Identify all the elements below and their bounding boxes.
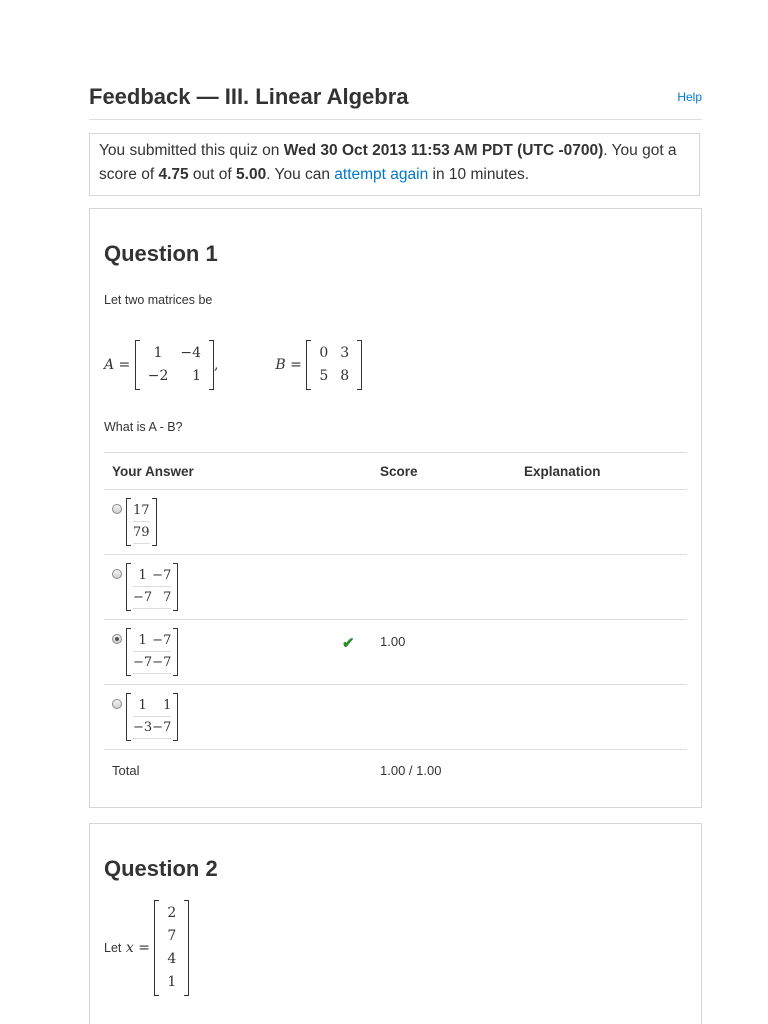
matrix-cell: 7 <box>167 928 177 944</box>
matrix-cell: −3 <box>133 717 152 739</box>
vector-x <box>154 900 189 996</box>
question-2-panel <box>89 823 702 1024</box>
matrix-a-label: A = <box>104 357 131 373</box>
matrix-cell: 3 <box>340 345 350 361</box>
answer-matrix <box>126 563 178 611</box>
question-title: Question 2 <box>104 856 218 881</box>
attempt-again-link[interactable]: attempt again <box>334 166 429 183</box>
matrix-cell: 4 <box>167 951 177 967</box>
answer-radio[interactable] <box>112 569 122 579</box>
answer-row <box>104 685 687 750</box>
submission-date: Wed 30 Oct 2013 11:53 AM PDT (UTC -0700) <box>283 142 604 159</box>
question-1-panel <box>89 208 702 808</box>
vector-definition <box>104 900 189 996</box>
matrix-cell: 7 <box>141 500 149 522</box>
answer-explanation <box>524 685 687 750</box>
matrix-cell: −4 <box>180 345 202 361</box>
matrix-grid <box>133 565 171 609</box>
matrix-grid <box>142 342 207 388</box>
matrix-cell: −7 <box>152 652 171 674</box>
matrix-cell: −7 <box>152 565 171 587</box>
total-row <box>104 750 687 791</box>
matrix-b <box>306 340 362 390</box>
question-title: Question 1 <box>104 241 218 266</box>
matrix-cell: 1 <box>133 695 152 717</box>
answer-row <box>104 490 687 555</box>
matrix-grid <box>133 630 171 674</box>
matrix-cell: 1 <box>152 695 171 717</box>
matrix-cell: −7 <box>152 717 171 739</box>
answer-explanation <box>524 490 687 555</box>
matrix-grid <box>133 695 171 739</box>
matrix-definitions <box>104 340 362 390</box>
matrix-grid <box>313 342 355 388</box>
matrix-b-label: B = <box>275 357 302 373</box>
page-header <box>89 83 702 120</box>
answer-radio[interactable] <box>112 634 122 644</box>
total-score: 1.00 / 1.00 <box>380 762 442 778</box>
answer-radio[interactable] <box>112 699 122 709</box>
question-intro: Let <box>104 941 122 956</box>
check-icon: ✔ <box>342 635 355 652</box>
matrix-cell: −7 <box>133 587 152 609</box>
answer-row <box>104 555 687 620</box>
matrix-cell: 1 <box>192 368 202 384</box>
answer-score <box>380 685 524 750</box>
summary-text: out of <box>188 166 237 183</box>
matrix-cell: 7 <box>152 587 171 609</box>
matrix-cell: −7 <box>152 630 171 652</box>
matrix-cell: 0 <box>319 345 329 361</box>
answer-explanation <box>524 555 687 620</box>
submission-summary <box>89 133 700 196</box>
matrix-cell: 5 <box>319 368 329 384</box>
answer-matrix <box>126 628 178 676</box>
matrix-cell: −7 <box>133 652 152 674</box>
question-intro: Let two matrices be <box>104 293 213 307</box>
matrix-cell: 1 <box>133 500 141 522</box>
matrix-cell: 7 <box>133 522 141 544</box>
column-header-answer: Your Answer <box>104 453 380 490</box>
max-score-value: 5.00 <box>236 166 267 183</box>
answer-radio[interactable] <box>112 504 122 514</box>
total-explanation <box>524 750 687 791</box>
matrix-cell: 9 <box>141 522 149 544</box>
answer-matrix <box>126 498 157 546</box>
score-value: 4.75 <box>158 166 189 183</box>
matrix-grid <box>133 500 150 544</box>
matrix-cell: 2 <box>167 905 177 921</box>
answer-matrix <box>126 693 178 741</box>
answer-score: 1.00 <box>380 620 524 685</box>
answer-table <box>104 452 687 790</box>
question-prompt: What is A - B? <box>104 420 183 434</box>
page-title: Feedback — III. Linear Algebra <box>89 84 409 109</box>
column-header-score: Score <box>380 453 524 490</box>
matrix-cell: 1 <box>167 974 177 990</box>
matrix-a <box>135 340 214 390</box>
total-label: Total <box>112 762 140 778</box>
summary-text: . You got a score of <box>99 142 677 183</box>
summary-text: . You can <box>266 166 335 183</box>
matrix-cell: 8 <box>340 368 350 384</box>
answer-score <box>380 555 524 620</box>
matrix-cell: 1 <box>133 565 152 587</box>
matrix-grid <box>161 902 182 994</box>
matrix-cell: −2 <box>147 368 169 384</box>
column-header-explanation: Explanation <box>524 453 687 490</box>
help-link[interactable]: Help <box>677 90 702 104</box>
summary-text: You submitted this quiz on <box>99 142 284 159</box>
summary-text: in 10 minutes. <box>428 166 530 183</box>
matrix-cell: 1 <box>133 630 152 652</box>
answer-score <box>380 490 524 555</box>
answer-row <box>104 620 687 685</box>
vector-x-label: x = <box>125 940 150 957</box>
matrix-cell: 1 <box>153 345 163 361</box>
answer-explanation <box>524 620 687 685</box>
comma: , <box>214 357 219 373</box>
